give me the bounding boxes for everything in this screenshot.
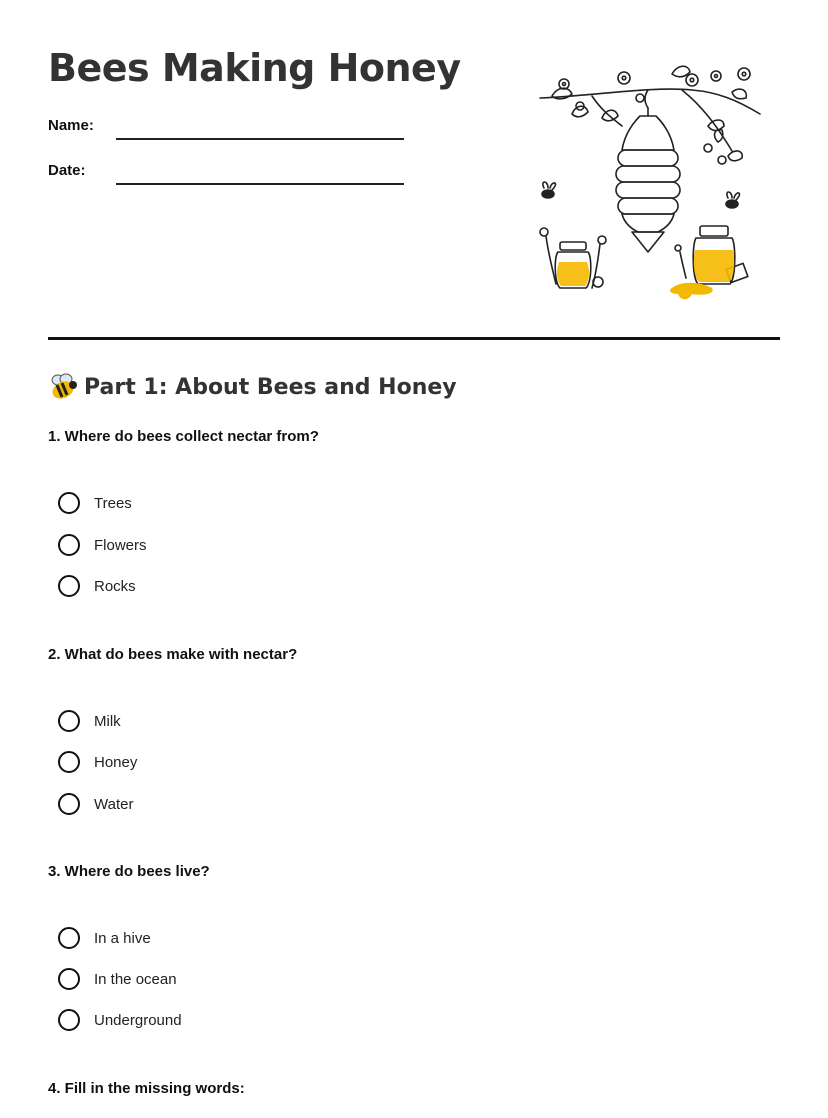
radio-button[interactable] (58, 927, 80, 949)
name-label: Name: (48, 117, 94, 134)
worksheet-title: Bees Making Honey (48, 46, 461, 90)
bee-icon (48, 372, 78, 402)
radio-button[interactable] (58, 751, 80, 773)
radio-button[interactable] (58, 710, 80, 732)
q1-option-2[interactable]: Flowers (58, 533, 147, 557)
header-divider (48, 337, 780, 340)
q3-option-2[interactable]: In the ocean (58, 967, 177, 991)
radio-button[interactable] (58, 793, 80, 815)
question-4: 4. Fill in the missing words: (48, 1080, 245, 1097)
q2-option-2[interactable]: Honey (58, 750, 137, 774)
radio-button[interactable] (58, 492, 80, 514)
name-input-line[interactable] (116, 138, 404, 140)
section-heading (48, 372, 457, 402)
q2-option-3[interactable]: Water (58, 792, 133, 816)
beehive-honey-illustration (532, 56, 764, 306)
section-title: Part 1: About Bees and Honey (84, 374, 457, 400)
radio-button[interactable] (58, 575, 80, 597)
radio-button[interactable] (58, 534, 80, 556)
question-2: 2. What do bees make with nectar? (48, 646, 298, 663)
radio-button[interactable] (58, 1009, 80, 1031)
q3-option-3[interactable]: Underground (58, 1008, 182, 1032)
q2-option-1[interactable]: Milk (58, 709, 121, 733)
date-input-line[interactable] (116, 183, 404, 185)
question-1: 1. Where do bees collect nectar from? (48, 428, 319, 445)
q1-option-1[interactable]: Trees (58, 491, 132, 515)
radio-button[interactable] (58, 968, 80, 990)
question-3: 3. Where do bees live? (48, 863, 210, 880)
date-label: Date: (48, 162, 86, 179)
q3-option-1[interactable]: In a hive (58, 926, 151, 950)
q1-option-3[interactable]: Rocks (58, 574, 136, 598)
